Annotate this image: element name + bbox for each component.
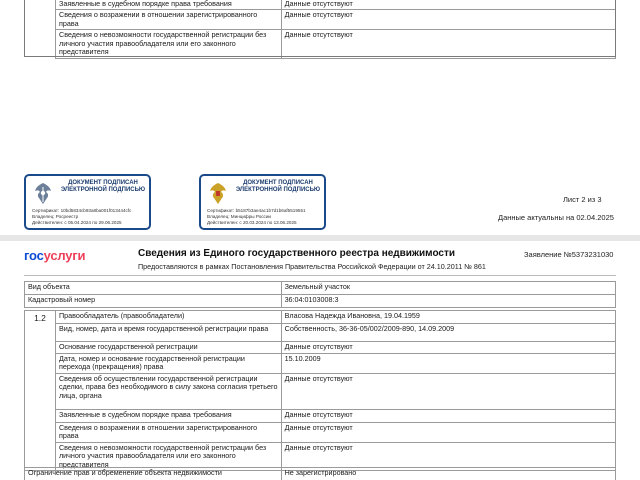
row-value: Данные отсутствуют: [281, 410, 615, 423]
sheet-number: Лист 2 из 3: [563, 195, 602, 204]
row-value: Собственность, 36-36-05/002/2009-890, 14.09.2009: [281, 324, 615, 342]
table-row: [25, 311, 616, 324]
row-value: Данные отсутствуют: [281, 442, 615, 470]
row-value: 36:04:0103008:3: [281, 295, 615, 308]
stamp-owner: Владелец: Минцифры России: [207, 214, 271, 219]
rights-section-table: [24, 310, 616, 471]
stamp-certificate: Сертификат: b5187b3ae4ac1b7d1b6af5519551: [207, 208, 306, 213]
stamp-title: ДОКУМЕНТ ПОДПИСАН ЭЛЕКТРОННОЙ ПОДПИСЬЮ: [60, 180, 146, 193]
stamp-validity: Действителен: с 05.04.2024 по 29.06.2025: [32, 220, 122, 225]
signature-stamp-rosreestr: [24, 174, 151, 230]
data-actual-date: Данные актуальны на 02.04.2025: [498, 213, 614, 222]
signature-stamp-mintsifry: [199, 174, 326, 230]
object-header-table: [24, 281, 616, 308]
document-subtitle: Предоставляются в рамках Постановления Правительства Российской Федерации от 24.10.2011 № 861: [138, 262, 486, 271]
row-label: Основание государственной регистрации: [55, 342, 281, 354]
coat-of-arms-icon: [207, 181, 229, 207]
row-label: Заявленные в судебном порядке права требования: [55, 410, 281, 423]
row-label: Заявленные в судебном порядке права требования: [56, 0, 282, 10]
gosuslugi-logo: [24, 248, 85, 263]
table-row: [25, 374, 616, 410]
logo-part-2: услуги: [43, 248, 86, 263]
table-row: [25, 282, 616, 295]
row-label: Сведения о возражении в отношении зарегистрированного права: [56, 10, 282, 30]
table-row: [25, 423, 616, 443]
previous-page-fragment: [0, 0, 640, 235]
row-label: Сведения о возражении в отношении зарегистрированного права: [55, 423, 281, 443]
row-label: Ограничение прав и обременение объекта недвижимости: [25, 468, 282, 480]
stamp-owner: Владелец: Росреестр: [32, 214, 79, 219]
row-value: Данные отсутствуют: [281, 30, 615, 58]
row-label: Правообладатель (правообладатели): [55, 311, 281, 324]
table-row: [25, 342, 616, 354]
row-value: Данные отсутствуют: [281, 10, 615, 30]
row-label: Сведения о невозможности государственной регистрации без личного участия правообладателя или его законного представителя: [56, 30, 282, 58]
row-value: Данные отсутствуют: [281, 423, 615, 443]
row-value: Власова Надежда Ивановна, 19.04.1959: [281, 311, 615, 324]
row-value: Данные отсутствуют: [281, 342, 615, 354]
row-label: Сведения об осуществлении государственной регистрации сделки, права без необходимого в силу закона согласия третьего лица, органа: [55, 374, 281, 410]
table-row: [25, 354, 616, 374]
table-row: [25, 295, 616, 308]
row-value: Не зарегистрировано: [281, 468, 615, 480]
stamp-certificate: Сертификат: 10bd5834cb93a8ba001f013444cfc: [32, 208, 132, 213]
previous-page-frame: [24, 0, 616, 57]
document-title: Сведения из Единого государственного реестра недвижимости: [138, 248, 456, 259]
row-label: Вид, номер, дата и время государственной регистрации права: [55, 324, 281, 342]
table-row: [25, 324, 616, 342]
row-label: Сведения о невозможности государственной регистрации без личного участия правообладателя или его законного представителя: [55, 442, 281, 470]
row-label: Дата, номер и основание государственной регистрации перехода (прекращения) права: [55, 354, 281, 374]
restriction-table: [24, 467, 616, 480]
row-label: Кадастровый номер: [25, 295, 282, 308]
row-label: Вид объекта: [25, 282, 282, 295]
stamp-title: ДОКУМЕНТ ПОДПИСАН ЭЛЕКТРОННОЙ ПОДПИСЬЮ: [235, 180, 321, 193]
row-value: Земельный участок: [281, 282, 615, 295]
stamp-validity: Действителен: с 20.03.2024 по 13.06.2025: [207, 220, 297, 225]
logo-part-1: гос: [24, 248, 44, 263]
header-divider: [24, 275, 616, 276]
table-row: [25, 468, 616, 480]
rosreestr-emblem-icon: [32, 181, 54, 207]
table-row: [25, 410, 616, 423]
row-value: Данные отсутствуют: [281, 374, 615, 410]
application-number: Заявление №5373231030: [524, 250, 614, 259]
row-value: Данные отсутствуют: [281, 0, 615, 10]
row-value: 15.10.2009: [281, 354, 615, 374]
section-number: 1.2: [25, 311, 56, 471]
